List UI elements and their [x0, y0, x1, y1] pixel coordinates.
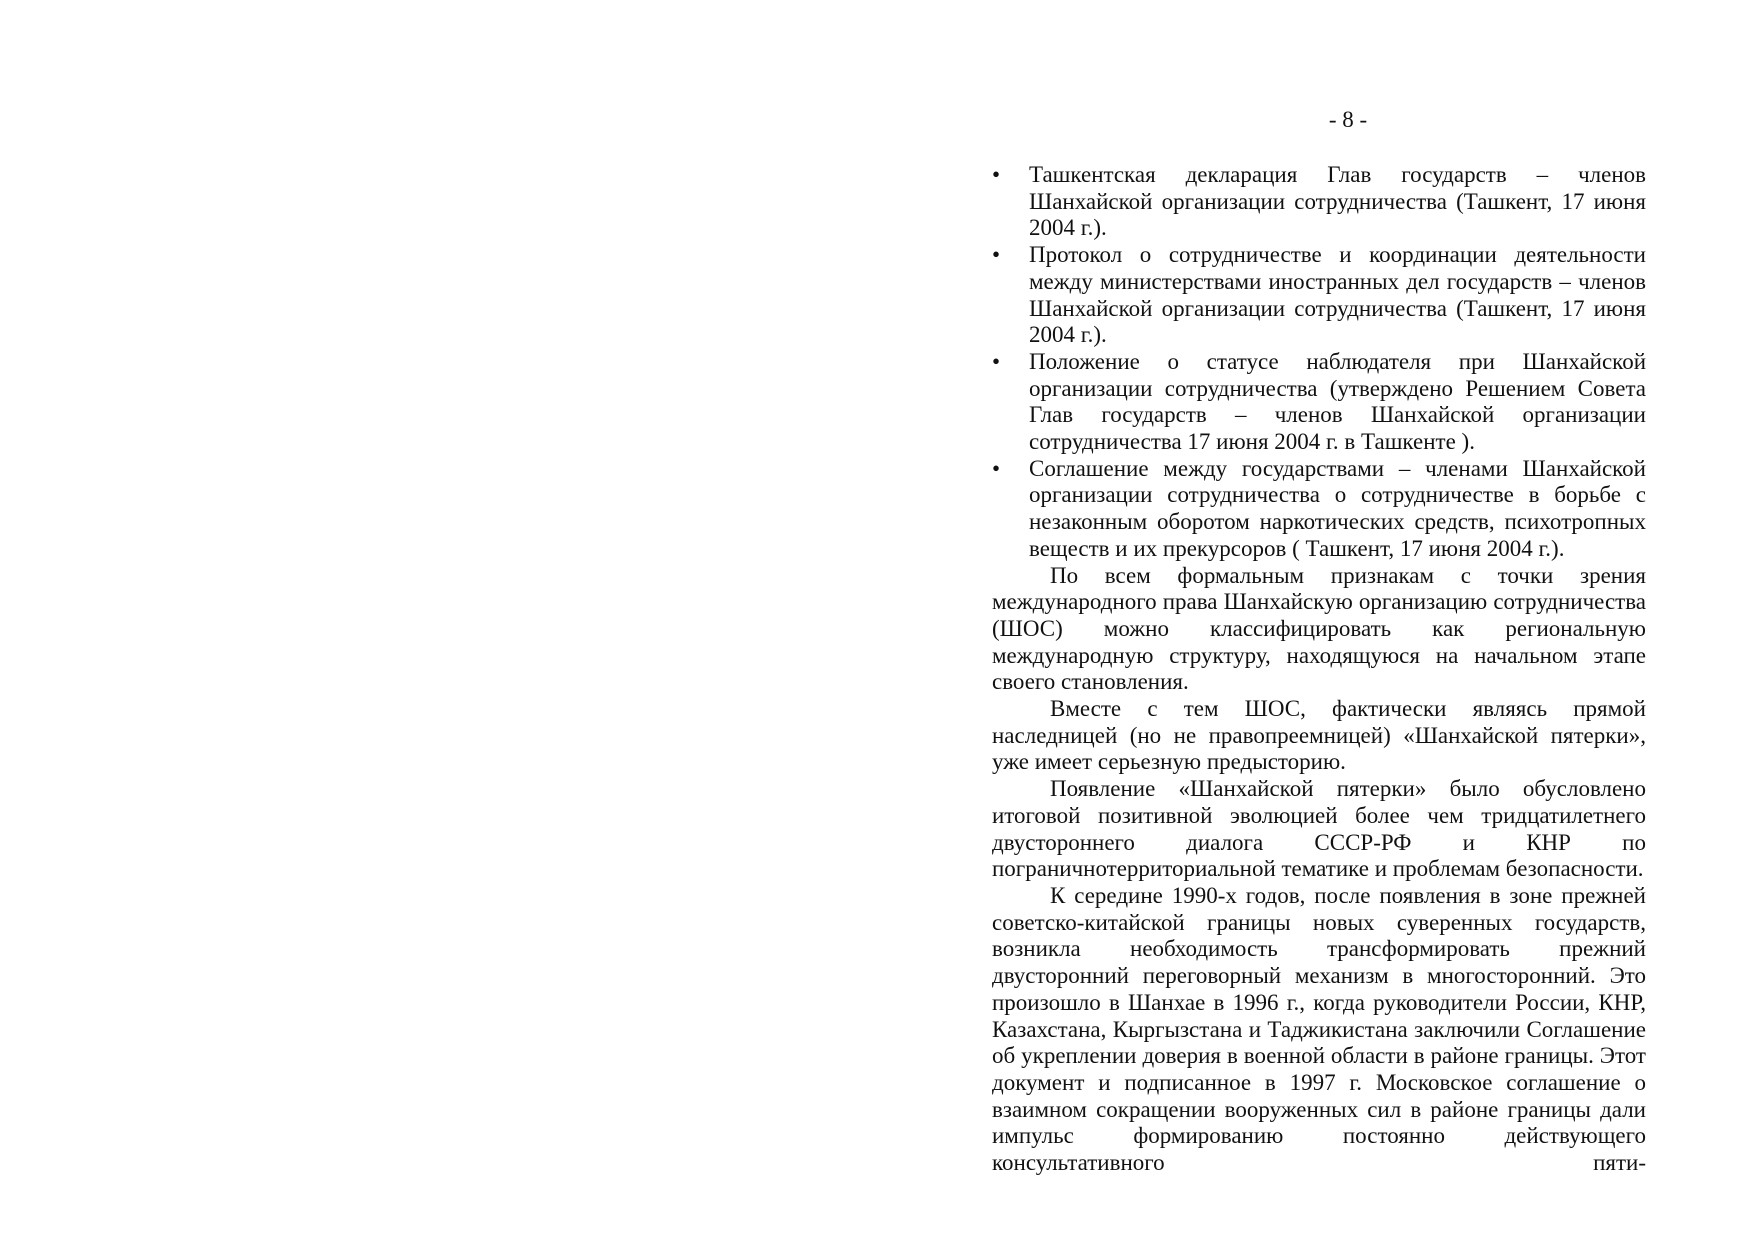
bullet-icon: •: [992, 455, 1001, 481]
bullet-icon: •: [992, 348, 1001, 374]
list-item: [992, 242, 1646, 349]
list-item: [992, 349, 1646, 456]
paragraph-shanghai-five-origin: Появление «Шанхайской пятерки» было обусловлено итоговой позитивной эволюцией более чем тридцатилетнего двустороннего диалога СССР-РФ и КНР по пограничнотерриториальной тематике и проблемам безопасности.: [992, 776, 1646, 882]
paragraph-sco-classification: По всем формальным признакам с точки зрения международного права Шанхайскую организацию сотрудничества (ШОС) можно классифицировать как региональную международную структуру, находящуюся на начальном этапе своего становления.: [992, 562, 1646, 695]
paragraph-shanghai-five-heritage: Вместе с тем ШОС, фактически являясь прямой наследницей (но не правопреемницей) «Шанхайской пятерки», уже имеет серьезную предысторию.: [992, 696, 1646, 775]
list-item-text: Протокол о сотрудничестве и координации деятельности между министерствами иностранных дел государств – членов Шанхайской организации сотрудничества (Ташкент, 17 июня 2004 г.).: [1029, 242, 1646, 348]
left-blank-page: [0, 0, 877, 1240]
bullet-icon: •: [992, 162, 1001, 187]
list-item-text: Положение о статусе наблюдателя при Шанхайской организации сотрудничества (утверждено Решением Совета Глав государств – членов Шанхайской организации сотрудничества 17 июня 2004 г. в Ташкенте ).: [1029, 348, 1646, 455]
page-number: - 8 -: [1328, 107, 1368, 132]
document-list: [992, 162, 1646, 563]
list-item: [992, 456, 1646, 563]
page-body: [992, 162, 1646, 1177]
list-item: [992, 162, 1646, 242]
list-item-text: Ташкентская декларация Глав государств – членов Шанхайской организации сотрудничества (Ташкент, 17 июня 2004 г.).: [1029, 162, 1646, 241]
list-item-text: Соглашение между государствами – членами Шанхайской организации сотрудничества о сотрудничестве в борьбе с незаконным оборотом наркотических средств, психотропных веществ и их прекурсоров ( Ташкент, 17 июня 2004 г.).: [1029, 455, 1646, 561]
paragraph-mid-1990s: К середине 1990-х годов, после появления в зоне прежней советско-китайской границы новых суверенных государств, возникла необходимость трансформировать прежний двусторонний переговорный механизм в многосторонний. Это произошло в Шанхае в 1996 г., когда руководители России, КНР, Казахстана, Кыргызстана и Таджикистана заключили Соглашение об укреплении доверия в военной области в районе границы. Этот документ и подписанное в 1997 г. Московское соглашение о взаимном сокращении вооруженных сил в районе границы дали импульс формированию постоянно действующего консультативного пяти-: [992, 882, 1646, 1176]
bullet-icon: •: [992, 242, 1001, 268]
